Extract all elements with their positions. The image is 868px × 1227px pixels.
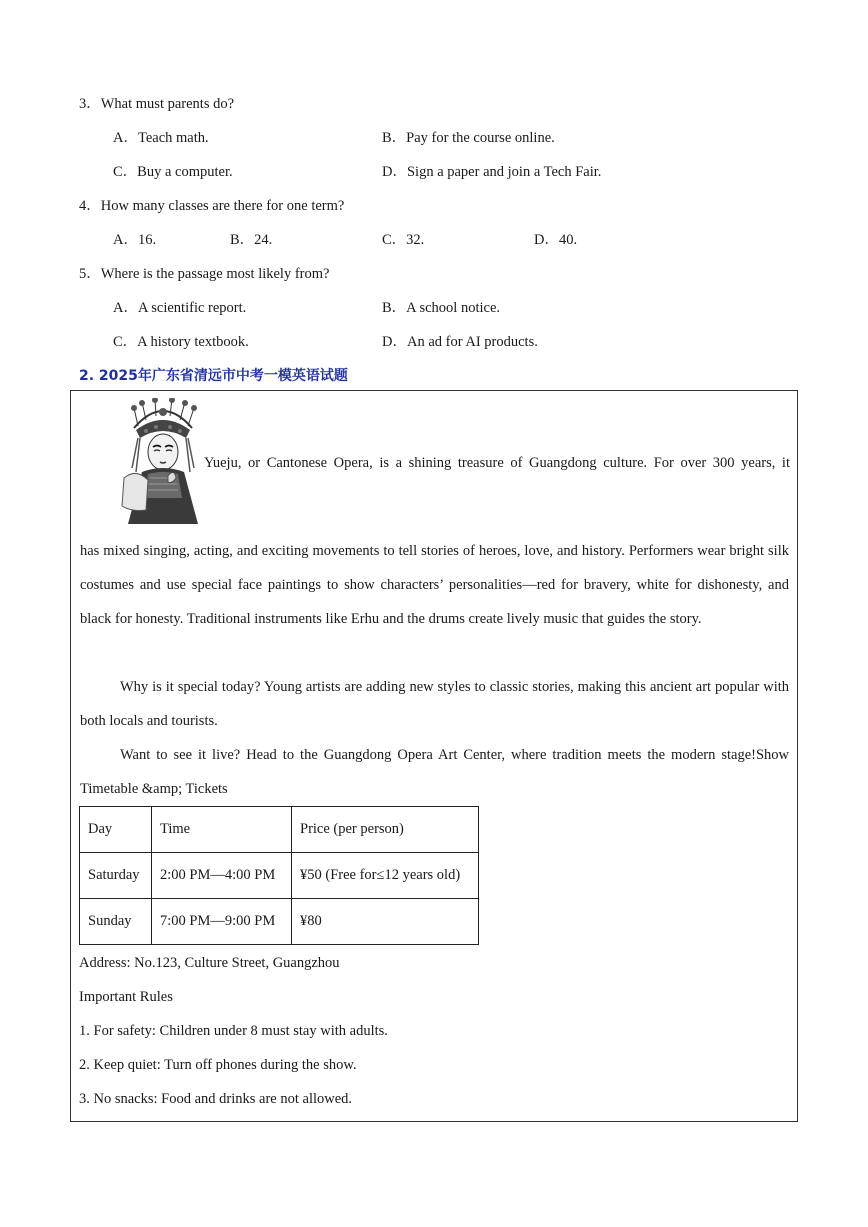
table-cell-price: ¥80 [292,899,479,945]
question-3-stem: 3．What must parents do? [79,96,235,112]
question-5-option-c: C．A history textbook. [113,334,249,350]
passage-paragraph-2: Why is it special today? Young artists are adding new styles to classic stories, making this ancient art popular with both locals and tourists. [80,679,789,729]
rule-3: 3. No snacks: Food and drinks are not allowed. [79,1091,353,1107]
question-5-option-d: D．An ad for AI products. [382,334,538,350]
table-header-row [80,807,479,853]
table-row [80,853,479,899]
opera-performer-image [120,398,206,524]
header-price: Price (per person) [292,807,479,853]
table-cell-time: 7:00 PM—9:00 PM [152,899,292,945]
passage-intro-first-line: Yueju, or Cantonese Opera, is a shining treasure of Guangdong culture. For over 300 years, it [204,455,790,471]
passage-paragraph-3: Want to see it live? Head to the Guangdong Opera Art Center, where tradition meets the modern stage!Show Timetable &amp; Tickets [80,747,789,797]
address-line: Address: No.123, Culture Street, Guangzhou [79,955,340,971]
table-cell-price: ¥50 (Free for≤12 years old) [292,853,479,899]
table-cell-time: 2:00 PM—4:00 PM [152,853,292,899]
rules-title: Important Rules [79,989,173,1005]
question-3-option-a: A．Teach math. [113,130,209,146]
passage-intro-rest: has mixed singing, acting, and exciting movements to tell stories of heroes, love, and history. Performers wear bright silk costumes and use special face paintings to show characters’ personalities—red for bravery, white for dishonesty, and black for honesty. Traditional instruments like Erhu and the drums create lively music that guides the story. [80,543,789,627]
question-3-option-c: C．Buy a computer. [113,164,233,180]
rule-1: 1. For safety: Children under 8 must stay with adults. [79,1023,388,1039]
question-5-stem: 5．Where is the passage most likely from? [79,266,330,282]
question-4-option-d: D．40. [534,232,578,248]
table-cell-day: Sunday [80,899,152,945]
question-5-option-b: B．A school notice. [382,300,501,316]
rule-2: 2. Keep quiet: Turn off phones during the show. [79,1057,357,1073]
question-4-option-a: A．16. [113,232,157,248]
ticket-timetable [79,806,479,945]
question-3-option-d: D．Sign a paper and join a Tech Fair. [382,164,602,180]
header-time: Time [152,807,292,853]
table-row [80,899,479,945]
question-4-stem: 4．How many classes are there for one term? [79,198,345,214]
question-4-option-c: C．32. [382,232,425,248]
header-day: Day [80,807,152,853]
question-5-option-a: A．A scientific report. [113,300,247,316]
question-3-option-b: B．Pay for the course online. [382,130,555,146]
section-title: 2. 2025年广东省清远市中考一模英语试题 [79,368,348,384]
table-cell-day: Saturday [80,853,152,899]
question-4-option-b: B．24. [230,232,273,248]
